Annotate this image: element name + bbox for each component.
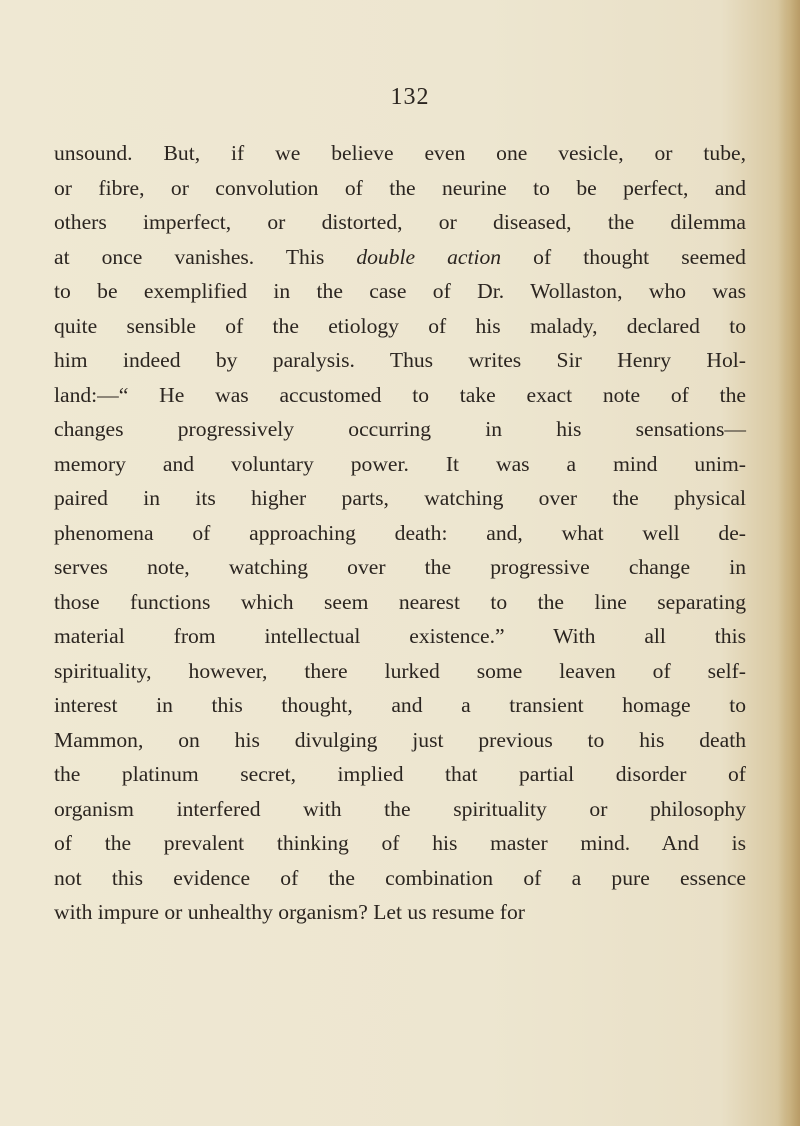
text-line xyxy=(54,723,746,758)
text-segment: of thought seemed xyxy=(501,244,746,269)
text-segment: phenomena of approaching death: and, what well de- xyxy=(54,520,746,545)
text-segment: the platinum secret, implied that partial disorder of xyxy=(54,762,746,786)
text-segment: to be exemplified in the case of Dr. Wollaston, who was xyxy=(54,279,746,303)
body-paragraph xyxy=(54,136,746,930)
text-line xyxy=(54,792,746,827)
text-segment: not this evidence of the combination of a pure essence xyxy=(54,865,746,890)
text-line xyxy=(54,309,746,344)
text-segment: of the prevalent thinking of his master mind. And is xyxy=(54,831,746,855)
text-segment: land:—“ He was accustomed to take exact note of the xyxy=(54,382,746,407)
text-segment: Mammon, on his divulging just previous to his death xyxy=(54,727,746,752)
text-segment: quite sensible of the etiology of his malady, declared to xyxy=(54,313,746,338)
text-line xyxy=(54,136,746,171)
text-line xyxy=(54,240,746,275)
text-line xyxy=(54,585,746,620)
text-line xyxy=(54,861,746,896)
text-segment: him indeed by paralysis. Thus writes Sir Henry Hol- xyxy=(54,348,746,372)
text-line xyxy=(54,447,746,482)
text-line xyxy=(54,171,746,206)
page-number: 132 xyxy=(390,84,430,110)
text-segment: material from intellectual existence.” With all this xyxy=(54,624,746,648)
text-line xyxy=(54,550,746,585)
text-line xyxy=(54,412,746,447)
text-segment: changes progressively occurring in his sensations— xyxy=(54,417,746,441)
text-segment: at once vanishes. This xyxy=(54,244,357,269)
text-line xyxy=(54,205,746,240)
text-line xyxy=(54,654,746,689)
text-line xyxy=(54,826,746,861)
text-line xyxy=(54,481,746,516)
page-edge-shadow xyxy=(778,0,800,1126)
italic-phrase: double action xyxy=(356,244,502,269)
text-segment: paired in its higher parts, watching over the physical xyxy=(54,486,746,510)
text-segment: with impure or unhealthy organism? Let us resume for xyxy=(54,900,525,924)
text-segment: interest in this thought, and a transient homage to xyxy=(54,693,746,717)
text-line xyxy=(54,274,746,309)
text-segment: those functions which seem nearest to the line separating xyxy=(54,589,746,614)
text-segment: memory and voluntary power. It was a mind unim- xyxy=(54,451,746,476)
text-segment: others imperfect, or distorted, or diseased, the dilemma xyxy=(54,210,746,234)
text-line xyxy=(54,343,746,378)
text-segment: organism interfered with the spirituality or philosophy xyxy=(54,796,746,821)
text-line xyxy=(54,757,746,792)
text-line xyxy=(54,516,746,551)
text-line xyxy=(54,619,746,654)
text-line xyxy=(54,895,694,930)
text-segment: serves note, watching over the progressive change in xyxy=(54,555,746,579)
text-segment: spirituality, however, there lurked some leaven of self- xyxy=(54,658,746,683)
text-segment: or fibre, or convolution of the neurine to be perfect, and xyxy=(54,175,746,200)
text-line xyxy=(54,688,746,723)
text-line xyxy=(54,378,746,413)
text-segment: unsound. But, if we believe even one vesicle, or tube, xyxy=(54,141,746,165)
